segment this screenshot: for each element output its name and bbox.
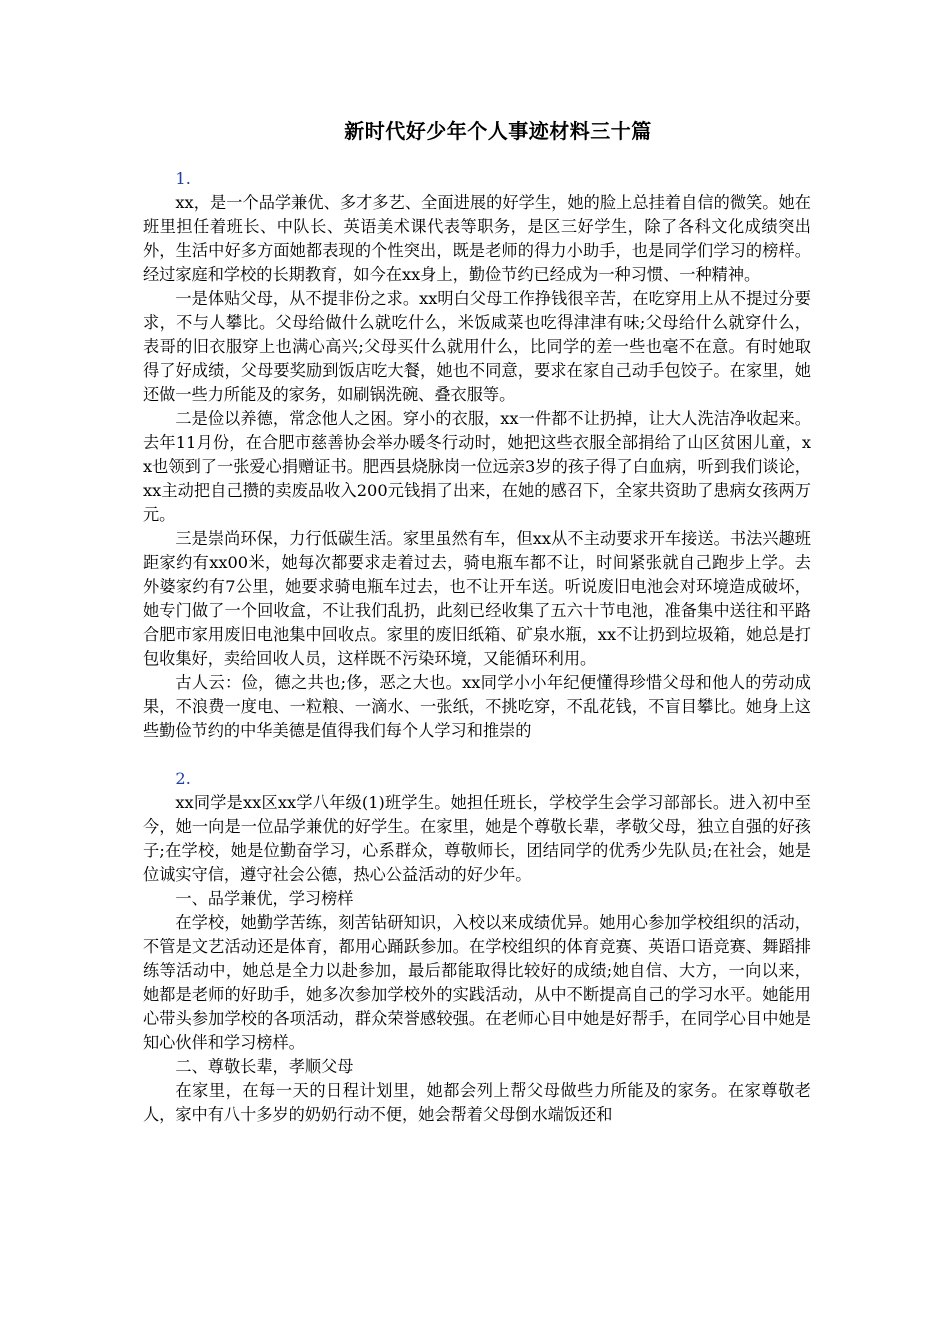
subheading: 一、品学兼优，学习榜样 bbox=[175, 889, 354, 908]
paragraph: 三是崇尚环保，力行低碳生活。家里虽然有车，但xx从不主动要求开车接送。书法兴趣班距家约有xx00米，她每次都要求走着过去，骑电瓶车都不让，时间紧张就自己跑步上学。去外婆家约有7公里，她要求骑电瓶车过去，也不让开车送。听说废旧电池会对环境造成破坏，她专门做了一个回收盒，不让我们乱扔，此刻已经收集了五六十节电池，准备集中送往和平路合肥市家用废旧电池集中回收点。家里的废旧纸箱、矿泉水瓶，xx不让扔到垃圾箱，她总是打包收集好，卖给回收人员，这样既不污染环境，又能循环利用。 bbox=[143, 529, 811, 668]
paragraph: 在家里，在每一天的日程计划里，她都会列上帮父母做些力所能及的家务。在家尊敬老人，家中有八十多岁的奶奶行动不便，她会帮着父母倒水端饭还和 bbox=[143, 1081, 811, 1124]
paragraph: 在学校，她勤学苦练，刻苦钻研知识，入校以来成绩优异。她用心参加学校组织的活动，不管是文艺活动还是体育，都用心踊跃参加。在学校组织的体育竞赛、英语口语竞赛、舞蹈排练等活动中，她总是全力以赴参加，最后都能取得比较好的成绩;她自信、大方，一向以来，她都是老师的好助手，她多次参加学校外的实践活动，从中不断提高自己的学习水平。她能用心带头参加学校的各项活动，群众荣誉感较强。在老师心目中她是好帮手，在同学心目中她是知心伙伴和学习榜样。 bbox=[143, 913, 811, 1052]
subheading: 二、尊敬长辈，孝顺父母 bbox=[175, 1057, 354, 1076]
document-body bbox=[143, 167, 811, 1127]
section-number: 2. bbox=[175, 769, 191, 788]
paragraph: xx，是一个品学兼优、多才多艺、全面进展的好学生，她的脸上总挂着自信的微笑。她在班里担任着班长、中队长、英语美术课代表等职务，是区三好学生，除了各科文化成绩突出外，生活中好多方面她都表现的个性突出，既是老师的得力小助手，也是同学们学习的榜样。经过家庭和学校的长期教育，如今在xx身上，勤俭节约已经成为一种习惯、一种精神。 bbox=[143, 193, 811, 284]
document-title: 新时代好少年个人事迹材料三十篇 bbox=[344, 119, 652, 143]
paragraph: 二是俭以养德，常念他人之困。穿小的衣服，xx一件都不让扔掉，让大人洗洁净收起来。去年11月份，在合肥市慈善协会举办暖冬行动时，她把这些衣服全部捐给了山区贫困儿童，xx也领到了一张爱心捐赠证书。肥西县烧脉岗一位远亲3岁的孩子得了白血病，听到我们谈论，xx主动把自己攒的卖废品收入200元钱捐了出来，在她的感召下，全家共资助了患病女孩两万元。 bbox=[143, 409, 811, 524]
section-gap bbox=[143, 743, 811, 767]
section-number: 1. bbox=[175, 169, 191, 188]
paragraph: xx同学是xx区xx学八年级(1)班学生。她担任班长，学校学生会学习部部长。进入初中至今，她一向是一位品学兼优的好学生。在家里，她是个尊敬长辈，孝敬父母，独立自强的好孩子;在学校，她是位勤奋学习，心系群众，尊敬师长，团结同学的优秀少先队员;在社会，她是位诚实守信，遵守社会公德，热心公益活动的好少年。 bbox=[143, 793, 811, 884]
paragraph: 一是体贴父母，从不提非份之求。xx明白父母工作挣钱很辛苦，在吃穿用上从不提过分要求，不与人攀比。父母给做什么就吃什么，米饭咸菜也吃得津津有味;父母给什么就穿什么，表哥的旧衣服穿上也满心高兴;父母买什么就用什么，比同学的差一些也毫不在意。有时她取得了好成绩，父母要奖励到饭店吃大餐，她也不同意，要求在家自己动手包饺子。在家里，她还做一些力所能及的家务，如刷锅洗碗、叠衣服等。 bbox=[143, 289, 811, 404]
paragraph: 古人云：俭，德之共也;侈，恶之大也。xx同学小小年纪便懂得珍惜父母和他人的劳动成果，不浪费一度电、一粒粮、一滴水、一张纸，不挑吃穿，不乱花钱，不盲目攀比。她身上这些勤俭节约的中华美德是值得我们每个人学习和推崇的 bbox=[143, 673, 811, 740]
